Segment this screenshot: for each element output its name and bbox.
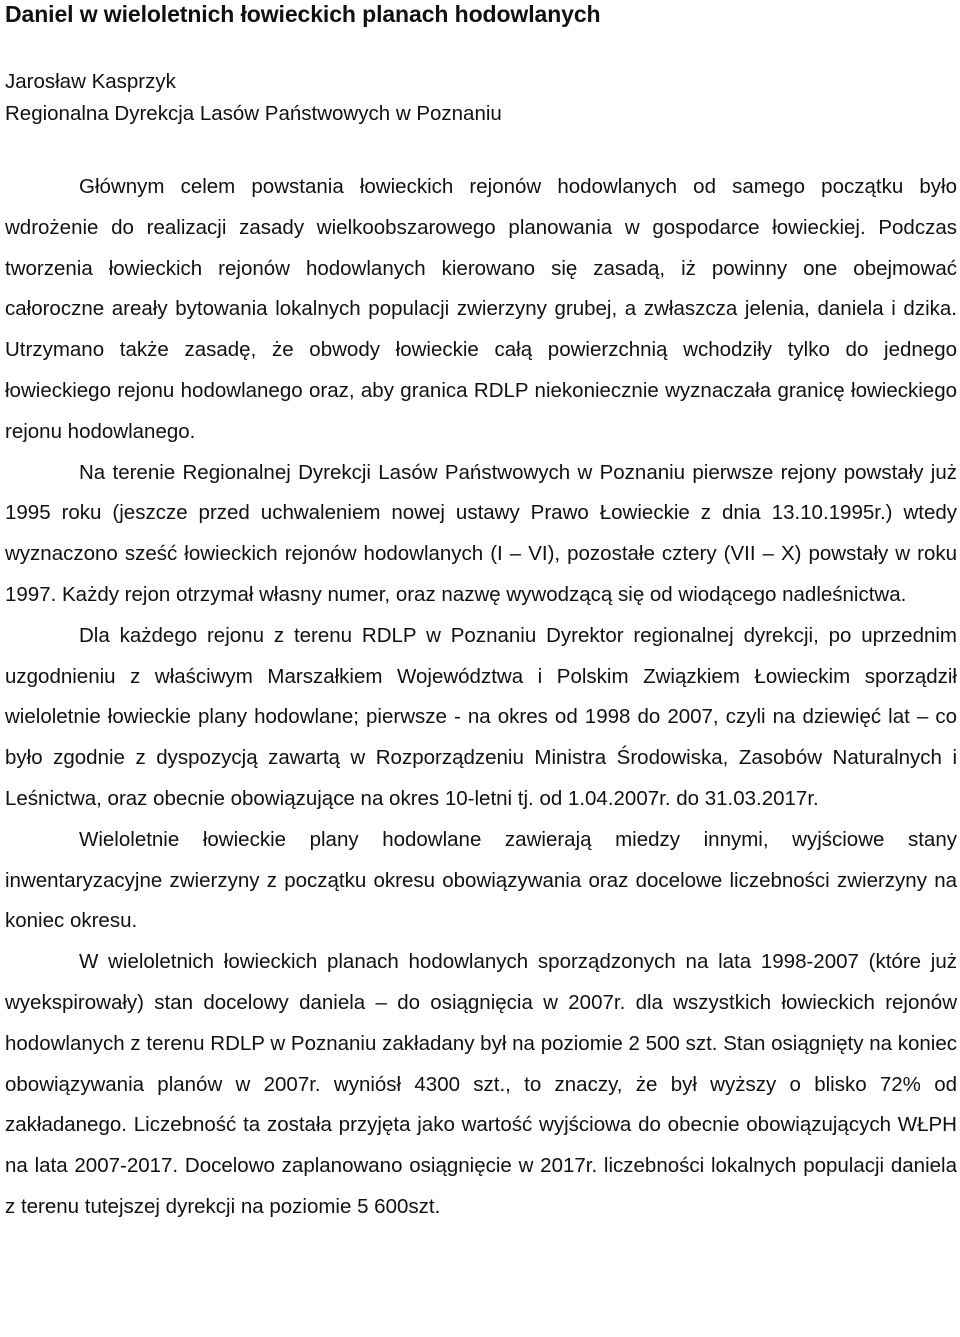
paragraph: W wieloletnich łowieckich planach hodowlanych sporządzonych na lata 1998-2007 (które już wyekspirowały) stan docelowy daniela – do osiągnięcia w 2007r. dla wszystkich łowieckich rejonów hodowlanych z terenu RDLP w Poznaniu zakładany był na poziomie 2 500 szt. Stan osiągnięty na koniec obowiązywania planów w 2007r. wyniósł 4300 szt., to znaczy, że był wyższy o blisko 72% od zakładanego. Liczebność ta została przyjęta jako wartość wyjściowa do obecnie obowiązujących WŁPH na lata 2007-2017. Docelowo zaplanowano osiągnięcie w 2017r. liczebności lokalnych populacji daniela z terenu tutejszej dyrekcji na poziomie 5 600szt. <box>5 950 957 1218</box>
author-name: Jarosław Kasprzyk <box>5 70 176 93</box>
document-title: Daniel w wieloletnich łowieckich planach hodowlanych <box>5 1 601 27</box>
paragraph: Dla każdego rejonu z terenu RDLP w Poznaniu Dyrektor regionalnej dyrekcji, po uprzednim uzgodnieniu z właściwym Marszałkiem Województwa i Polskim Związkiem Łowieckim sporządził wieloletnie łowieckie plany hodowlane; pierwsze - na okres od 1998 do 2007, czyli na dziewięć lat – co było zgodnie z dyspozycją zawartą w Rozporządzeniu Ministra Środowiska, Zasobów Naturalnych i Leśnictwa, oraz obecnie obowiązujące na okres 10-letni tj. od 1.04.2007r. do 31.03.2017r. <box>5 623 957 810</box>
author-affiliation: Regionalna Dyrekcja Lasów Państwowych w Poznaniu <box>5 102 502 125</box>
paragraph: Wieloletnie łowieckie plany hodowlane zawierają miedzy innymi, wyjściowe stany inwentaryzacyjne zwierzyny z początku okresu obowiązywania oraz docelowe liczebności zwierzyny na koniec okresu. <box>5 827 957 933</box>
paragraph: Głównym celem powstania łowieckich rejonów hodowlanych od samego początku było wdrożenie do realizacji zasady wielkoobszarowego planowania w gospodarce łowieckiej. Podczas tworzenia łowieckich rejonów hodowlanych kierowano się zasadą, iż powinny one obejmować całoroczne areały bytowania lokalnych populacji zwierzyny grubej, a zwłaszcza jelenia, daniela i dzika. Utrzymano także zasadę, że obwody łowieckie całą powierzchnią wchodziły tylko do jednego łowieckiego rejonu hodowlanego oraz, aby granica RDLP niekoniecznie wyznaczała granicę łowieckiego rejonu hodowlanego. <box>5 175 957 443</box>
paragraph: Na terenie Regionalnej Dyrekcji Lasów Państwowych w Poznaniu pierwsze rejony powstały już 1995 roku (jeszcze przed uchwaleniem nowej ustawy Prawo Łowieckie z dnia 13.10.1995r.) wtedy wyznaczono sześć łowieckich rejonów hodowlanych (I – VI), pozostałe cztery (VII – X) powstały w roku 1997. Każdy rejon otrzymał własny numer, oraz nazwę wywodzącą się od wiodącego nadleśnictwa. <box>5 460 957 606</box>
author-block <box>5 66 957 130</box>
document-page <box>5 0 957 1228</box>
article-body <box>5 167 957 1228</box>
